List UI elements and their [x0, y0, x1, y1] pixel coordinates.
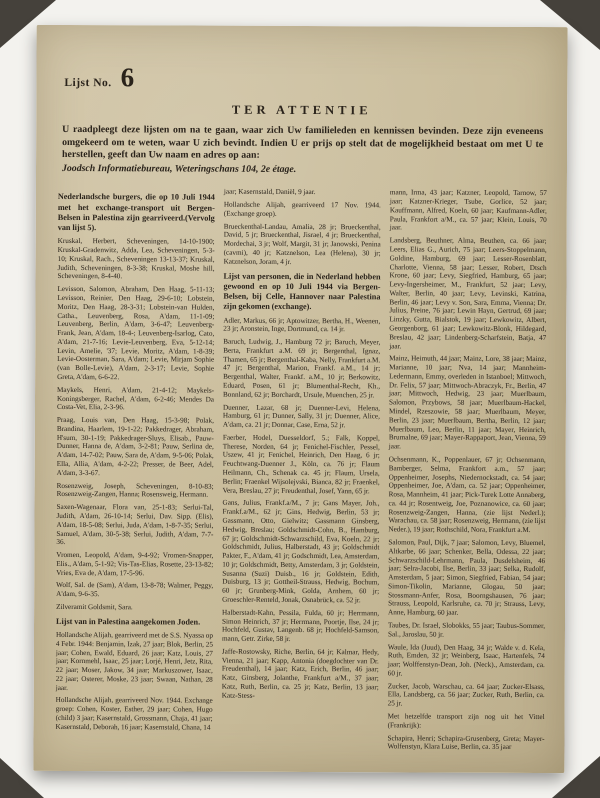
text-column	[221, 188, 380, 757]
name-list-paragraph: Zilveramit Goldsmit, Sara.	[56, 602, 133, 612]
name-list-paragraph: Brueckenthal-Landau, Amalia, 28 jr; Brueckenthal, David, 5 jr; Brueckenthal, Jisrael, 4 jr; Brueckenthal, Mordechai, 3 jr; Wolf, Margit, 31 jr; Janowski, Penina (cavmi), 40 jr; Katznelson, Lea (Helena), 30 jr; Katznelson, Joram, 4 jr.	[223, 222, 381, 266]
name-list-paragraph: Met hetzelfde transport zijn nog uit het Vittel (Frankrijk):	[387, 712, 545, 730]
columns	[55, 187, 546, 757]
notice-body: U raadpleegt deze lijsten om na te gaan, waar zich Uw familieleden en kennissen bevinden. Deze zijn eveneens omgekeerd om te weten, waar U zich bevindt. Indien U er prijs op stelt dat de mogelijkheid bestaat om met U te herstellen, geeft dan Uw naam en adres op aan:	[62, 123, 544, 162]
name-list-paragraph: Halberstadt-Kahn, Pessila, Fulda, 60 jr; Herrmann, Simon Heinrich, 37 jr; Herrmann, Poortje, Ilse, 24 jr; Hochfeld, Gustav, Langenb. 68 jr; Hochfeld-Samson, mann, Getr. Zirke, 58 jr.	[221, 608, 380, 644]
name-list-paragraph: Vromen, Leopold, A'dam, 9-4-92; Vromen-Snapper, Elis., A'dam, 5-1-92; Vis-Tas-Elias, Rosette, 23-13-82; Vries, Eva de, A'dam, 17-5-96.	[56, 550, 214, 577]
name-list-paragraph: Taubes, Dr. Israel, Slobokks, 55 jaar; Taubus-Sommer, Sal., Jaroslau, 50 jr.	[387, 621, 546, 639]
name-list-paragraph: Hollandsche Alijah, gearriveerd 17 Nov. 1944. (Exchange groep).	[223, 200, 381, 218]
section-heading: Lijst van personen, die in Nederland hebben gewoond en op 10 Juli 1944 via Bergen-Belsen, bij Celle, Hannover naar Palestina zijn gekomen (exchange).	[223, 271, 381, 312]
notice-title: TER ATTENTIE	[231, 102, 372, 117]
name-list-paragraph: Hollandsche Alijah, gearriveerd Nov. 1944. Exchange groep: Cohen, Koster, Esther, 29 jaar; Cohen, Hugo (child) 3 jaar; Kasernstald, Grossmann, Chaja, 41 jaar; Kasernstald, Deborah, 16 jaar; Kasernstald, Chana, 14	[55, 696, 213, 732]
name-list-paragraph: Waule, Ida (Juud), Den Haag, 34 jr; Walde v. d. Kela, Ruth, Emden, 32 jr; Weinberg, Isaac, Hartenfels, 74 jaar; Wolffenstyn-Dean, Joh. (Neck)., Amsterdam, ca. 60 jr.	[387, 642, 545, 678]
name-list-paragraph: mann, Irma, 43 jaar; Katzner, Leopold, Tarnow, 57 jaar; Katzner-Krieger, Tsube, Gorlice, 52 jaar; Kauffmann, Alfred, Koeln, 60 jaar; Kaufmann-Adler, Paula, Frankfort a/M., ca. 57 jaar; Klein, Louis, 70 jaar.	[389, 188, 547, 232]
name-list-paragraph: Jaffe-Rostowsky, Riche, Berlin, 64 jr; Kalmar, Hedy, Vienna, 21 jaar; Kapp, Antonia (doegdochter van Dr. Freudenthal), 14 jaar; Katz, Erich, Berlin, 46 jaar; Katz, Ginsberg, Jolanthe, Frankfurt a/M., 37 jaar; Katz, Ruth, Berlin, ca. 25 jr; Katz, Berlin, 13 jaar; Katz-Stess-	[221, 647, 379, 700]
name-list-paragraph: Zucker, Jacob, Warschau, ca. 64 jaar; Zucker-Elsass, Ella, Landsberg, ca. 56 jaar; Zucker, Ruth, Berlin, ca. 25 jr.	[387, 682, 545, 708]
page-header	[36, 25, 567, 91]
name-list-paragraph: Mainz, Heimuth, 44 jaar; Mainz, Lore, 38 jaar; Mainz, Marianne, 10 jaar; Nva, 14 jaar; Mannheim-Ledermann, Emmy, overleden in Istanboel; Mittwoch, Dr. Felix, 57 jaar; Mittwoch-Abraczyk, Fr., Berlin, 47 jaar; Mittwoch, Hedwig, 23 jaar; Muerlbaum, Salomon, Przybows, 58 jaar; Muerlbaum-Hackel, Mindel, Rzeszowie, 58 jaar; Muerlbaum, Meyer, Berlin, 23 jaar; Muerlbaum, Bertha, Berlin, 12 jaar; Muerlbaum, Leo, Berlin, 11 jaar; Mayer, Heinrich, Brumalne, 69 jaar; Mayer-Rappaport, Jean, Vienna, 59 jaar.	[388, 354, 547, 451]
notice-address: Joodsch Informatiebureau, Weteringschans 104, 2e étage.	[61, 163, 297, 176]
name-list-paragraph: Saxen-Wagenaar, Flora van, 25-1-83; Serlui-Tal, Judith, A'dam, 26-10-14; Serlui, Dav. Sipp. (Elis), A'dam, 18-5-08; Serlui, Juda, A'dam, 1-8-7-35; Serlui, Samuel, A'dam, 30-5-38; Serlui, Judith, A'dam, 7-7-36.	[56, 503, 214, 547]
name-list-paragraph: Praag, Louis van, Den Haag, 15-3-98; Polak, Brandina, Haarlem, 19-1-22; Pakkedrager, Abraham, H'sum, 30-1-19; Pakkedrager-Sluys, Elisab., Pauw-Dunner, Hanna de, A'dam, 3-2-81; Pauw, Serlina de, A'dam, 14-7-02; Pauw, Sara de, A'dam, 9-5-06; Polak, Ella, Allia, A'dam, 4-2-22; Presser, de Beer, Adel, A'dam, 3-3-67.	[56, 416, 214, 477]
name-list-paragraph: Wolf, Sal. de (Sam), A'dam, 13-8-78; Walmer, Peggy, A'dam, 9-6-35.	[56, 581, 214, 599]
name-list-paragraph: Landsberg, Beuthner, Alma, Beuthen, ca. 66 jaar; Leers, Elias G., Aurich, 75 jaar; Leers-Stoppelmann, Goldine, Hamburg, 69 jaar; Lesser-Rosenblatt, Charlotte, Vienna, 58 jaar; Lesser, Robert, Dtsch Krone, 60 jaar; Levy, Siegfried, Hamburg, 65 jaar; Levy-Ingersheimer, M., Frankfurt, 52 jaar; Levy, Walter, Berlin, 40 jaar; Levy, Levinski, Katrina, Berlin, 46 jaar; Levy v. Son, Sara, Emma, Vienna; Dr. Julius, Preine, 76 jaar; Lewin Hayn, Gertrud, 69 jaar; Linzky, Gutta, Bialstok, 19 jaar; Lewkowitz, Albert, Georgenborg, 61 jaar; Lewkowitz-Blonk, Hildegard, Breslau, 42 jaar; Lindenberg-Scharfstein, Batja, 47 jaar.	[389, 236, 547, 351]
name-list-paragraph: Adler, Markus, 66 jr; Aptowitzer, Bertha, H., Weenen, 23 jr; Aronstein, Inge, Dortmund, ca. 14 jr.	[223, 316, 381, 334]
name-list-paragraph: Faerber, Hodel, Duesseldorf, 5.; Falk, Koppel, Therese, Norden, 64 jr; Fenichel-Fischler, Pessel, Uszew, 41 jr; Fenichel, Heinrich, Den Haag, 6 jr; Feuchtwang-Duenner J., Köln, ca. 76 jr; Flaum Heilmann, Ch., Schenak ca. 45 jr; Flaum, Ursela, Berlin; Fraenkel Wijsolejvski, Bianca, 82 jr; Fraenkel, Vera, Breslau, 27 jr; Freudenthal, Josef, Yann, 65 jr.	[222, 433, 380, 495]
section-heading: Lijst van in Palestina aangekomen Joden.	[56, 616, 201, 627]
list-label: Lijst No.	[64, 76, 112, 89]
name-list-paragraph: Baruch, Ludwig, J., Hamburg 72 jr; Baruch, Meyer, Berta, Frankfurt a.M. 69 jr; Bergenthal, Ignaz, Thamen, 65 jr; Bergenthal-Kaba, Nelly, Frankfurt a.M. 47 jr; Bergenthal, Marion, Frankf. a.M., 14 jr; Bergenthal, Walter, Frankf. a.M., 10 jr; Berkowitz, Eduard, Posen, 61 jr; Blumenthal-Recht, Kh., Bonnland, 62 jr; Borchardt, Ursule, Muenchen, 25 jr.	[223, 337, 381, 400]
name-list-paragraph: Duenner, Lazar, 68 jr; Duenner-Levi, Helena, Hamburg, 61 jr; Dunner, Sally, 31 jr; Duenner, Alice, A'dam, ca. 21 jr; Donnar, Case, Erna, 52 jr.	[222, 403, 380, 430]
name-list-paragraph: Gans, Julius, Frankf.a/M., 7 jr; Gans Mayer, Joh., Frankf.a/M., 62 jr; Gins, Hedwig, Berlin, 53 jr; Gassmann, Otto, Gielwitz; Gassmann Ginsberg, Hedwig, Breslau; Goldschmidt-Cohn, B., Hamburg, 67 jr; Goldschmidt-Schwarzschild, Eva, Koeln, 22 jr; Goldschmidt, Julius, Halberstadt, 43 jr; Goldschmidt Pakter, F., A'dam, 41 jr; Godschmidt, Lea, Amsterdam, 10 jr; Goldschmidt, Betty, Amsterdam, 3 jr; Goldstein, Susanna (Suzi) Duisb., 16 jr; Goldstein, Edith, Duisburg, 13 jr; Gottheil-Strauss, Hedwig, Bochum, 60 jr; Grunberg-Mink, Golda, Arnhem, 60 jr; Groeschler-Renteld, Jonak, Osnabrück, ca. 52 jr.	[222, 499, 380, 605]
name-list-paragraph: Kruskal, Herbert, Scheveningen, 14-10-1900; Kruskal-Gradenwitz, Adda, Lea, Scheveningen, 5-3-10; Kruskal, Rach., Scheveningen 13-13-37; Kruskal, Judith, Scheveningen, 8-3-38; Kruskal, Moshe hill, Scheveningen, 8-4-40.	[57, 237, 215, 281]
name-list-paragraph: Rosenzweig, Joseph, Scheveningen, 8-10-83; Rosenzweig-Zangen, Hanna; Rosensweig, Hermann.	[56, 481, 214, 499]
text-column	[55, 187, 214, 756]
document-page	[33, 25, 567, 773]
name-list-paragraph: Salomon, Paul, Dijk, 7 jaar; Salomon, Levy, Bluemel, Altkarbe, 66 jaar; Schenker, Bella, Odessa, 22 jaar; Schwarzschild-Lehrmann, Paula, Dusdelsheim, 46 jaar; Selra-Jacobi, Ilse, Berlin, 33 jaar; Selka, Rudolf, Amsterdam, 5 jaar; Simon, Siegfried, Fabian, 54 jaar; Simon-Tikolin, Marianne, Glogau, 50 jaar; Stossmann-Anfer, Rosa, Boorngshausen, 76 jaar; Strauss, Leopold, Karlsruhe, ca. 70 jr; Strauss, Levy, Anne, Hamburg, 60 jaar.	[388, 538, 546, 617]
name-list-paragraph: Levisson, Salomon, Abraham, Den Haag, 5-11-13; Levisson, Reinier, Den Haag, 29-6-10; Lobstein, Moritz, Den Haag, 28-3-31; Lobstein-van Hulden, Catha., Leuvenberg, Rosa, A'dam, 11-1-09; Leuvenberg, Berlin, A'dam, 3-6-47; Leuvenberg-Frank, Jean, A'dam, 18-4-; Leuvenberg-Isarlog, Cato, A'dam, 21-7-16; Levie-Leuvenberg, Eva, 5-12-14; Levin, Amelie, '37; Levie, Moritz, A'dam, 1-8-39; Levie-Oosterman, Sara, A'dam; Levie, Mirjam Sophie (van Bolle-Levie), A'dam, 2-3-17; Levie, Sophie Greta, A'dam, 6-6-22.	[57, 285, 215, 382]
list-number: 6	[120, 62, 135, 93]
section-heading: Nederlandsche burgers, die op 10 Juli 1944 met het exchange-transport uit Bergen-Belsen in Palestina zijn gearriveerd.(Vervolg van lijst 5).	[57, 192, 215, 233]
name-list-paragraph: jaar; Kasernstald, Daniël, 9 jaar.	[223, 187, 316, 197]
name-list-paragraph: Ochsenmann, K., Poppenlauer, 67 jr; Ochsenmann, Bamberger, Selma, Frankfort a.m., 57 jaar; Oppenheimer, Josephs, Niedernockstadt, ca. 54 jaar; Oppenheimer, Joe, A'dam, ca. 52 jaar; Oppenheimer, Rosa, Mannheim, 41 jaar; Pick-Turek Lotte Annaberg, ca. 44 jr; Rosentweig, Joe, Poznanowice, ca. 60 jaar; Rosenzweig-Zangen, Hanna, (zie lijst Nederl.); Warachau, ca. 58 jaar; Rosenzweig, Hermann, (zie lijst Neder.), 19 jaar; Rothschild, Nora, Frankfurt a.M.	[388, 455, 546, 535]
name-list-paragraph: Maykels, Henri, A'dam, 21-4-12; Maykels-Koningsberger, Rachel, A'dam, 6-2-46; Mendes Da Costa-Vet, Elia, 2-3-96.	[56, 385, 215, 412]
name-list-paragraph: Hollandsche Alijah, gearriveerd met de S.S. Nyassa op 4 Febr. 1944: Benjamin, Izak, 27 jaar; Blok, Berlin, 25 jaar; Cohen, Ewald, Eduard, 26 jaar; Katz, Louis, 27 jaar; Kornmehl, Isaac, 25 jaar; Lorjé, Henri, Jetz, Rita, 22 jaar; Moser, Jakow, 34 jaar; Markuszower, Isaac, 22 jaar; Osterer, Moske, 23 jaar; Swaan, Nathan, 28 jaar.	[55, 630, 213, 692]
text-column	[387, 189, 546, 758]
name-list-paragraph: Schapira, Henri; Schapira-Grusenberg, Greta; Mayer-Wolfenstyn, Klara Luise, Berlin, ca. 35 jaar	[387, 733, 545, 752]
